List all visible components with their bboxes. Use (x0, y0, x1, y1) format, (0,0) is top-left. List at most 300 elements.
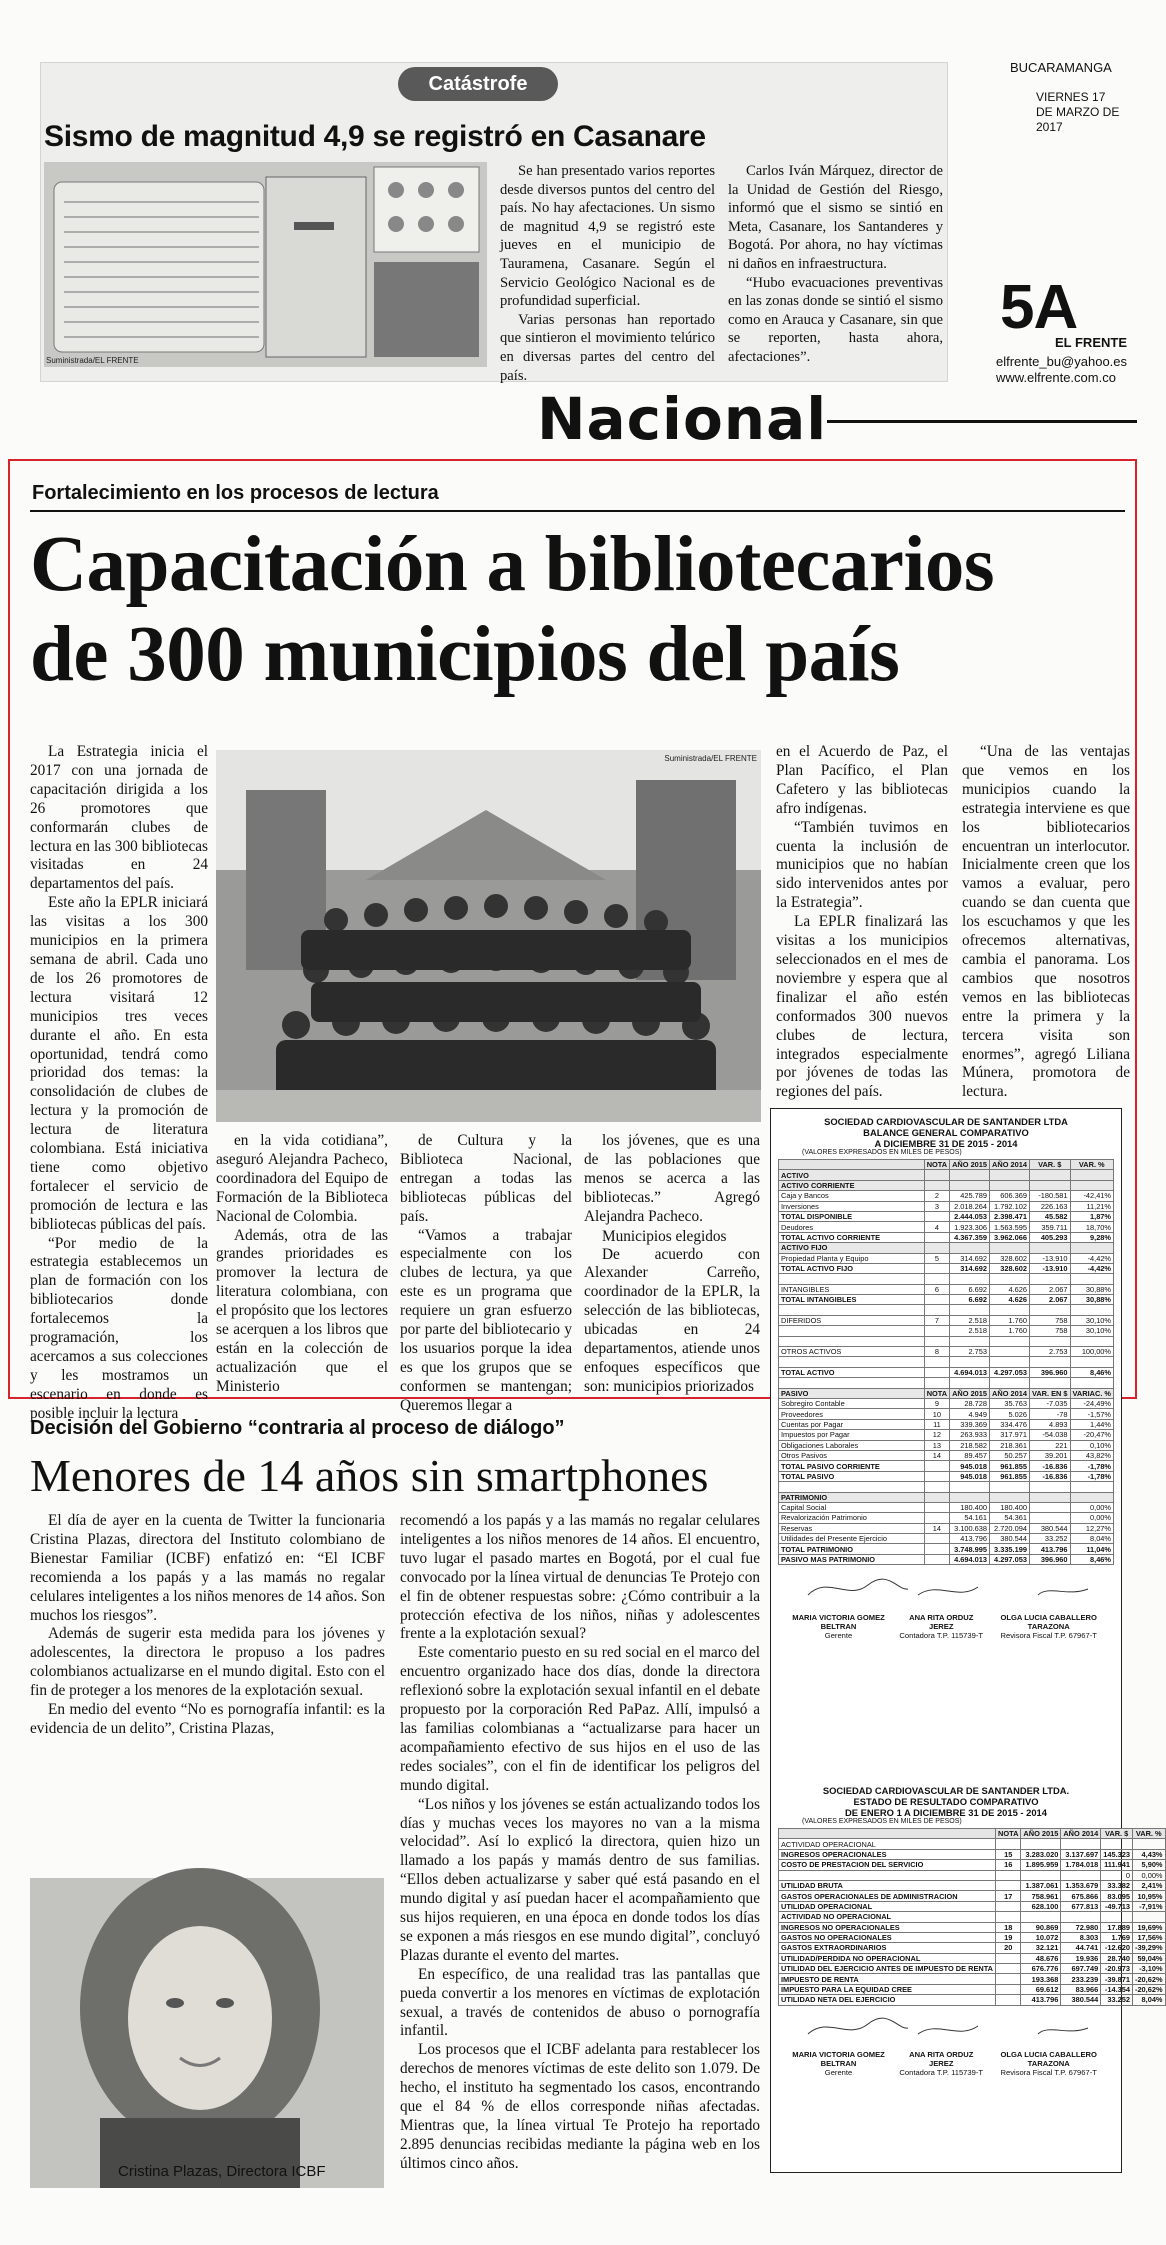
table-row (779, 1523, 1114, 1533)
table-cell (924, 1357, 949, 1367)
table-cell: 328.602 (990, 1253, 1030, 1263)
balance-signatures-area (778, 1565, 1114, 1613)
table-cell (990, 1482, 1030, 1492)
table-cell: 4.893 (1029, 1419, 1070, 1429)
signer-role: Revisora Fiscal T.P. 67967-T (1000, 2067, 1097, 2077)
table-row (779, 1839, 1166, 1849)
lead-col-4 (584, 1132, 760, 1395)
table-cell: 675.866 (1061, 1891, 1101, 1901)
signer (778, 1613, 899, 1640)
table-cell (950, 1357, 990, 1367)
table-cell: ACTIVO FIJO (779, 1243, 925, 1253)
table-cell: 396.960 (1029, 1554, 1070, 1564)
table-row (779, 1367, 1114, 1377)
table-row (779, 1201, 1114, 1211)
table-cell: 0,00% (1132, 1870, 1165, 1880)
table-cell: 83.095 (1101, 1891, 1133, 1901)
table-cell (1029, 1378, 1070, 1388)
table-cell (996, 1995, 1021, 2005)
results-signatures-area (778, 2006, 1114, 2050)
table-cell: Inversiones (779, 1201, 925, 1211)
table-cell: 2 (924, 1191, 949, 1201)
table-row (779, 1492, 1114, 1502)
table-cell: 11,04% (1070, 1544, 1113, 1554)
table-cell: 0,00% (1070, 1502, 1113, 1512)
table-cell: 413.796 (1029, 1544, 1070, 1554)
table-cell: 90.869 (1021, 1922, 1061, 1932)
table-row (779, 1901, 1166, 1911)
plazas-photo (30, 1878, 384, 2188)
table-cell (779, 1482, 925, 1492)
table-cell (924, 1180, 949, 1190)
table-cell: -7,91% (1132, 1901, 1165, 1911)
table-row (779, 1409, 1114, 1419)
column-header: VAR. $ (1029, 1160, 1070, 1170)
table-row (779, 1502, 1114, 1512)
table-cell: -1,57% (1070, 1409, 1113, 1419)
table-cell: 11 (924, 1419, 949, 1429)
table-cell: 8,04% (1132, 1995, 1165, 2005)
signer-name: MARIA VICTORIA GOMEZ BELTRAN (792, 1613, 885, 1632)
signer-name: MARIA VICTORIA GOMEZ BELTRAN (792, 2049, 885, 2068)
table-cell: 2.753 (1029, 1347, 1070, 1357)
signer-role: Revisora Fiscal T.P. 67967-T (1000, 1631, 1097, 1641)
table-cell: 2.753 (950, 1347, 990, 1357)
table-cell (779, 1274, 925, 1284)
table-cell: 0,00% (1070, 1513, 1113, 1523)
table-cell (1029, 1336, 1070, 1346)
paragraph: “Una de las ventajas que vemos en los municipios cuando la estrategia interviene es que los bibliotecarios encuentran un interlocutor. Inicialmente creen que los vamos a evaluar, pero cuando se dan cuenta que los escuchamos y que les ofrecemos alternativas, cambia el panorama. Los cambios que nosotros vemos en las bibliotecas entre la primera y la tercera visita son enormes”, agregó Liliana Múnera, promotora de lectura. (962, 743, 1130, 1101)
results-date: DE ENERO 1 A DICIEMBRE 31 DE 2015 - 2014 (845, 1807, 1047, 1818)
signature-scribbles (788, 1571, 1108, 1607)
table-cell: 2.444.053 (950, 1211, 990, 1221)
table-cell (779, 1305, 925, 1315)
table-cell: 3.962.066 (990, 1232, 1030, 1242)
table-row (779, 1513, 1114, 1523)
results-table (778, 1828, 1166, 2006)
table-cell: PASIVO (779, 1388, 925, 1398)
table-cell: 380.544 (1029, 1523, 1070, 1533)
table-row (779, 1953, 1166, 1963)
table-cell (1070, 1357, 1113, 1367)
table-cell: -14.354 (1101, 1984, 1133, 1994)
table-cell: PATRIMONIO (779, 1492, 925, 1502)
table-row (779, 1263, 1114, 1273)
table-row (779, 1461, 1114, 1471)
second-col-1 (30, 1512, 385, 1870)
contact-email[interactable]: elfrente_bu@yahoo.es (996, 354, 1128, 369)
table-cell (990, 1305, 1030, 1315)
table-cell: AÑO 2014 (990, 1388, 1030, 1398)
table-cell: TOTAL ACTIVO (779, 1367, 925, 1377)
table-cell: 12,27% (1070, 1523, 1113, 1533)
table-cell: 4.694.013 (950, 1367, 990, 1377)
table-cell (779, 1336, 925, 1346)
table-cell: 396.960 (1029, 1367, 1070, 1377)
table-cell (779, 1378, 925, 1388)
table-cell (1029, 1492, 1070, 1502)
table-row (779, 1315, 1114, 1325)
table-cell (1070, 1492, 1113, 1502)
table-cell: TOTAL PASIVO CORRIENTE (779, 1461, 925, 1471)
table-cell: IMPUESTO PARA LA EQUIDAD CREE (779, 1984, 996, 1994)
lead-col-5 (776, 743, 948, 1101)
table-cell: TOTAL ACTIVO CORRIENTE (779, 1232, 925, 1242)
results-company: SOCIEDAD CARDIOVASCULAR DE SANTANDER LTDA. (822, 1785, 1070, 1796)
table-cell: 961.855 (990, 1461, 1030, 1471)
table-row (779, 1274, 1114, 1284)
table-cell: 33.382 (1101, 1880, 1133, 1890)
table-cell (924, 1461, 949, 1471)
table-cell: 1.353.679 (1061, 1880, 1101, 1890)
table-cell: 6 (924, 1284, 949, 1294)
table-row (779, 1180, 1114, 1190)
table-cell: 328.602 (990, 1263, 1030, 1273)
paragraph: Este año la EPLR iniciará las visitas a los 300 municipios en la primera semana de abril. Cada uno de los 26 promotores de lectura visitará 12 municipios tres veces durante el año. En esta oportunidad, tendrá como prioridad dos temas: la consolidación de clubes de lectura y la promoción de lectura de literatura colombiana. Está iniciativa tiene como objetivo fortalecer el servicio de promoción de lectura e las bibliotecas públicas del país. (30, 894, 208, 1233)
table-cell (950, 1305, 990, 1315)
table-cell (924, 1336, 949, 1346)
table-cell: 5,90% (1132, 1860, 1165, 1870)
second-kicker: Decisión del Gobierno “contraria al proceso de diálogo” (30, 1417, 565, 1439)
table-cell: 2.720.094 (990, 1523, 1030, 1533)
paragraph: en el Acuerdo de Paz, el Plan Pacífico, el Plan Cafetero y las bibliotecas afro indígenas. (776, 743, 948, 817)
paragraph: Los procesos que el ICBF adelanta para restablecer los derechos de menores víctimas de este delito son 1.079. De hecho, el instituto ha segmentado los casos, encontrando que el 84 % de ellos corresponde niñas afectadas. Mientras que, la línea virtual Te Protejo ha reportado 2.895 denuncias recibidas mediante la página web en los últimos cinco años. (400, 2041, 760, 2172)
table-cell (924, 1263, 949, 1273)
table-cell: GASTOS NO OPERACIONALES (779, 1932, 996, 1942)
lead-col-3 (400, 1132, 572, 1414)
signer (899, 2050, 983, 2077)
table-cell: Deudores (779, 1222, 925, 1232)
table-cell: 32.121 (1021, 1943, 1061, 1953)
table-cell: 180.400 (950, 1502, 990, 1512)
table-row (779, 1336, 1114, 1346)
signer (983, 1613, 1114, 1640)
table-cell: ACTIVO (779, 1170, 925, 1180)
table-cell: Caja y Bancos (779, 1191, 925, 1201)
table-cell (924, 1243, 949, 1253)
balance-sheet (778, 1116, 1114, 1640)
table-cell (950, 1492, 990, 1502)
table-cell: 3 (924, 1201, 949, 1211)
lead-headline (30, 520, 1130, 700)
table-cell (1029, 1274, 1070, 1284)
column-header: AÑO 2015 (1021, 1829, 1061, 1839)
table-cell: PASIVO MAS PATRIMONIO (779, 1554, 925, 1564)
table-cell (1132, 1839, 1165, 1849)
signer-role: Contadora T.P. 115739-T (899, 1631, 984, 1641)
table-cell (1101, 1912, 1133, 1922)
table-cell: VARIAC. % (1070, 1388, 1113, 1398)
second-col-2 (400, 1512, 760, 2172)
table-cell (924, 1326, 949, 1336)
date-line-1: VIERNES 17 (1036, 90, 1106, 104)
plazas-photo-caption: Cristina Plazas, Directora ICBF (118, 2163, 326, 2180)
table-cell (1029, 1502, 1070, 1512)
table-cell: 83.966 (1061, 1984, 1101, 1994)
paragraph: “Hubo evacuaciones preventivas en las zonas donde se sintió el sismo como en Arauca y Casanare, sin que se reporten, hasta ahora, afectaciones”. (728, 274, 943, 365)
table-cell: 100,00% (1070, 1347, 1113, 1357)
table-cell: 18,70% (1070, 1222, 1113, 1232)
table-row (779, 1471, 1114, 1481)
table-cell (924, 1502, 949, 1512)
table-cell: 17 (996, 1891, 1021, 1901)
paragraph: La Estrategia inicia el 2017 con una jornada de capacitación dirigida a los 26 promotores que conformarán clubes de lectura en las 300 bibliotecas visitadas en 24 departamentos del país. (30, 743, 208, 893)
table-cell: DIFERIDOS (779, 1315, 925, 1325)
table-cell: 380.544 (1061, 1995, 1101, 2005)
table-cell: UTILIDAD OPERACIONAL (779, 1901, 996, 1911)
table-cell: 758 (1029, 1315, 1070, 1325)
balance-signers (778, 1613, 1114, 1640)
table-cell: 961.855 (990, 1471, 1030, 1481)
table-cell (990, 1243, 1030, 1253)
table-cell: 43,82% (1070, 1450, 1113, 1460)
table-cell (950, 1180, 990, 1190)
table-cell: 314.692 (950, 1253, 990, 1263)
balance-note: (VALORES EXPRESADOS EN MILES DE PESOS) (802, 1149, 962, 1156)
lead-headline-line-2: de 300 municipios del país (30, 611, 900, 698)
quake-col-1 (500, 162, 715, 385)
table-cell: -20,62% (1132, 1984, 1165, 1994)
table-cell: 30,88% (1070, 1284, 1113, 1294)
table-row (779, 1170, 1114, 1180)
table-cell (1070, 1336, 1113, 1346)
table-cell (996, 1839, 1021, 1849)
table-row (779, 1912, 1166, 1922)
table-cell: Cuentas por Pagar (779, 1419, 925, 1429)
table-cell (1070, 1378, 1113, 1388)
table-row (779, 1984, 1166, 1994)
table-cell: 413.796 (1021, 1995, 1061, 2005)
table-cell: 14 (924, 1523, 949, 1533)
table-cell: 18 (996, 1922, 1021, 1932)
table-cell: 33.252 (1101, 1995, 1133, 2005)
signer-name: OLGA LUCIA CABALLERO TARAZONA (1000, 2049, 1097, 2068)
table-cell: 15 (996, 1849, 1021, 1859)
table-cell: 676.776 (1021, 1964, 1061, 1974)
table-cell (779, 1870, 996, 1880)
column-header: AÑO 2014 (1061, 1829, 1101, 1839)
table-cell: -20.973 (1101, 1964, 1133, 1974)
table-cell (990, 1357, 1030, 1367)
table-cell: 1.784.018 (1061, 1860, 1101, 1870)
table-cell (1021, 1870, 1061, 1880)
table-cell: Utilidades del Presente Ejercicio (779, 1534, 925, 1544)
table-cell: 4.297.053 (990, 1554, 1030, 1564)
table-cell: 1.923.306 (950, 1222, 990, 1232)
table-cell: 1.769 (1101, 1932, 1133, 1942)
table-row (779, 1191, 1114, 1201)
table-cell (779, 1357, 925, 1367)
table-row (779, 1932, 1166, 1942)
table-cell: 3.100.638 (950, 1523, 990, 1533)
table-cell: 263.933 (950, 1430, 990, 1440)
table-cell: 72.980 (1061, 1922, 1101, 1932)
table-cell: UTILIDAD BRUTA (779, 1880, 996, 1890)
table-cell (924, 1482, 949, 1492)
table-cell: 945.018 (950, 1461, 990, 1471)
page-number: 5A (1000, 273, 1078, 342)
table-cell: 12 (924, 1430, 949, 1440)
table-cell: -78 (1029, 1409, 1070, 1419)
lead-kicker-rule (30, 510, 1125, 512)
paragraph: “Vamos a trabajar especialmente con los clubes de lectura, ya que este es un programa que requiere un gran esfuerzo por parte del bibliotecario y los usuarios porque la idea es que los grupos que se conformen se mantengan; Queremos llegar a (400, 1226, 572, 1414)
table-cell: 1.895.959 (1021, 1860, 1061, 1870)
table-cell: -1,78% (1070, 1461, 1113, 1471)
table-cell: 7 (924, 1315, 949, 1325)
table-cell: 30,10% (1070, 1315, 1113, 1325)
table-cell (924, 1211, 949, 1221)
table-cell (996, 1964, 1021, 1974)
table-cell: 1.760 (990, 1315, 1030, 1325)
table-cell (1070, 1180, 1113, 1190)
column-header: NOTA (924, 1160, 949, 1170)
table-row (779, 1974, 1166, 1984)
table-cell: 3.283.020 (1021, 1849, 1061, 1859)
table-cell (1029, 1482, 1070, 1492)
table-cell: 5.026 (990, 1409, 1030, 1419)
table-cell (1070, 1305, 1113, 1315)
masthead-date (1036, 90, 1143, 135)
table-cell: 10 (924, 1409, 949, 1419)
table-cell: UTILIDAD NETA DEL EJERCICIO (779, 1995, 996, 2005)
balance-date: A DICIEMBRE 31 DE 2015 - 2014 (874, 1138, 1018, 1149)
table-cell: 4.626 (990, 1295, 1030, 1305)
table-cell: 339.369 (950, 1419, 990, 1429)
results-note: (VALORES EXPRESADOS EN MILES DE PESOS) (802, 1818, 962, 1825)
table-cell: 628.100 (1021, 1901, 1061, 1911)
table-cell (990, 1492, 1030, 1502)
lead-col-6 (962, 743, 1130, 1101)
table-row (779, 1222, 1114, 1232)
table-cell (924, 1492, 949, 1502)
table-cell: 0,10% (1070, 1440, 1113, 1450)
table-cell: INTANGIBLES (779, 1284, 925, 1294)
table-cell (1061, 1912, 1101, 1922)
table-cell: -1,78% (1070, 1471, 1113, 1481)
table-cell: -7.035 (1029, 1398, 1070, 1408)
table-row (779, 1554, 1114, 1564)
lead-photo (216, 750, 761, 1122)
table-row (779, 1430, 1114, 1440)
table-cell (996, 1953, 1021, 1963)
table-cell: 233.239 (1061, 1974, 1101, 1984)
paragraph: los jóvenes, que es una de las poblaciones que menos se acerca a las bibliotecas.” Agregó Alejandra Pacheco. (584, 1132, 760, 1225)
table-cell (950, 1243, 990, 1253)
table-cell (990, 1180, 1030, 1190)
table-row (779, 1357, 1114, 1367)
quake-headline: Sismo de magnitud 4,9 se registró en Casanare (44, 120, 706, 153)
table-cell: 17,56% (1132, 1932, 1165, 1942)
table-cell: 8,46% (1070, 1554, 1113, 1564)
lead-headline-line-1: Capacitación a bibliotecarios (30, 521, 995, 608)
table-cell: 193.368 (1021, 1974, 1061, 1984)
table-cell: TOTAL DISPONIBLE (779, 1211, 925, 1221)
seismograph-photo (44, 162, 487, 367)
table-cell: -49.713 (1101, 1901, 1133, 1911)
table-cell: 39.201 (1029, 1450, 1070, 1460)
paragraph: “También tuvimos en cuenta la inclusión de municipios que no habían sido intervenidos antes por la Estrategia”. (776, 818, 948, 912)
table-cell (924, 1305, 949, 1315)
table-cell: -39.871 (1101, 1974, 1133, 1984)
table-cell: 758.961 (1021, 1891, 1061, 1901)
signer-role: Contadora T.P. 115739-T (899, 2067, 984, 2077)
date-line-2: DE MARZO DE 2017 (1036, 105, 1120, 134)
section-title-text: Nacional (537, 385, 828, 453)
column-header: AÑO 2014 (990, 1160, 1030, 1170)
table-cell: 8.303 (1061, 1932, 1101, 1942)
table-cell (1029, 1180, 1070, 1190)
table-cell: -20,47% (1070, 1430, 1113, 1440)
signer (899, 1613, 983, 1640)
table-cell: 50.257 (990, 1450, 1030, 1460)
table-cell (1029, 1170, 1070, 1180)
signer-name: ANA RITA ORDUZ JEREZ (909, 1613, 974, 1632)
table-cell (950, 1170, 990, 1180)
table-cell: ACTIVIDAD OPERACIONAL (779, 1839, 996, 1849)
contact-web[interactable]: www.elfrente.com.co (996, 370, 1116, 385)
table-cell: 28.740 (1101, 1953, 1133, 1963)
results-signers (778, 2050, 1114, 2077)
table-row (779, 1995, 1166, 2005)
table-cell: 1,87% (1070, 1211, 1113, 1221)
column-header (779, 1829, 996, 1839)
signer-name: OLGA LUCIA CABALLERO TARAZONA (1000, 1613, 1097, 1632)
table-cell: 35.763 (990, 1398, 1030, 1408)
table-row (779, 1440, 1114, 1450)
table-cell: 945.018 (950, 1471, 990, 1481)
table-row (779, 1849, 1166, 1859)
table-cell: 19 (996, 1932, 1021, 1942)
table-row (779, 1870, 1166, 1880)
table-cell: INGRESOS NO OPERACIONALES (779, 1922, 996, 1932)
table-cell: 334.476 (990, 1419, 1030, 1429)
table-cell (924, 1513, 949, 1523)
table-cell (924, 1274, 949, 1284)
lead-photo-credit: Suministrada/EL FRENTE (664, 754, 757, 763)
table-row (779, 1295, 1114, 1305)
table-cell (1070, 1274, 1113, 1284)
table-cell: UTILIDAD DEL EJERCICIO ANTES DE IMPUESTO DE RENTA (779, 1964, 996, 1974)
paragraph: Además de sugerir esta medida para los jóvenes y adolescentes, la directora le propuso a los padres colombianos actualizarse en el mundo digital. Esto con el fin de proteger a los menores de la explotación sexual. (30, 1625, 385, 1700)
table-cell: 2.518 (950, 1326, 990, 1336)
section-rule (827, 420, 1137, 423)
paragraph: La EPLR finalizará las visitas a los municipios seleccionados en el mes de noviembre y espera que al finalizar el año estén conformados 300 nuevos clubes de lectura, integrados especialmente por jóvenes de todas las regiones del país. (776, 913, 948, 1101)
table-cell: INGRESOS OPERACIONALES (779, 1849, 996, 1859)
table-cell: -42,41% (1070, 1191, 1113, 1201)
table-cell: 6.692 (950, 1295, 990, 1305)
table-cell: 111.941 (1101, 1860, 1133, 1870)
table-cell: -16.836 (1029, 1471, 1070, 1481)
table-cell: 1,44% (1070, 1419, 1113, 1429)
table-cell (1029, 1357, 1070, 1367)
table-cell (1061, 1870, 1101, 1880)
table-cell: 226.163 (1029, 1201, 1070, 1211)
table-cell: 17.889 (1101, 1922, 1133, 1932)
table-cell: 218.361 (990, 1440, 1030, 1450)
column-header: VAR. % (1132, 1829, 1165, 1839)
section-title (537, 385, 1137, 453)
paragraph: Este comentario puesto en su red social en el marco del encuentro organizado hace dos días, donde la directora reflexionó sobre la explotación sexual infantil en el debate propuesto por la corporación Red PaPaz. Allí, impulsó a las familias colombianas a “actualizarse para hacer un acompañamiento efectivo de sus hijos en el uso de las redes sociales”, con el fin de identificar los peligros del mundo digital. (400, 1644, 760, 1794)
table-cell: Reservas (779, 1523, 925, 1533)
table-row (779, 1243, 1114, 1253)
table-cell: GASTOS EXTRAORDINARIOS (779, 1943, 996, 1953)
table-cell (990, 1347, 1030, 1357)
table-cell (924, 1534, 949, 1544)
table-cell: 54.361 (990, 1513, 1030, 1523)
table-cell: Sobregiro Contable (779, 1398, 925, 1408)
table-cell: TOTAL INTANGIBLES (779, 1295, 925, 1305)
table-cell: 2,41% (1132, 1880, 1165, 1890)
